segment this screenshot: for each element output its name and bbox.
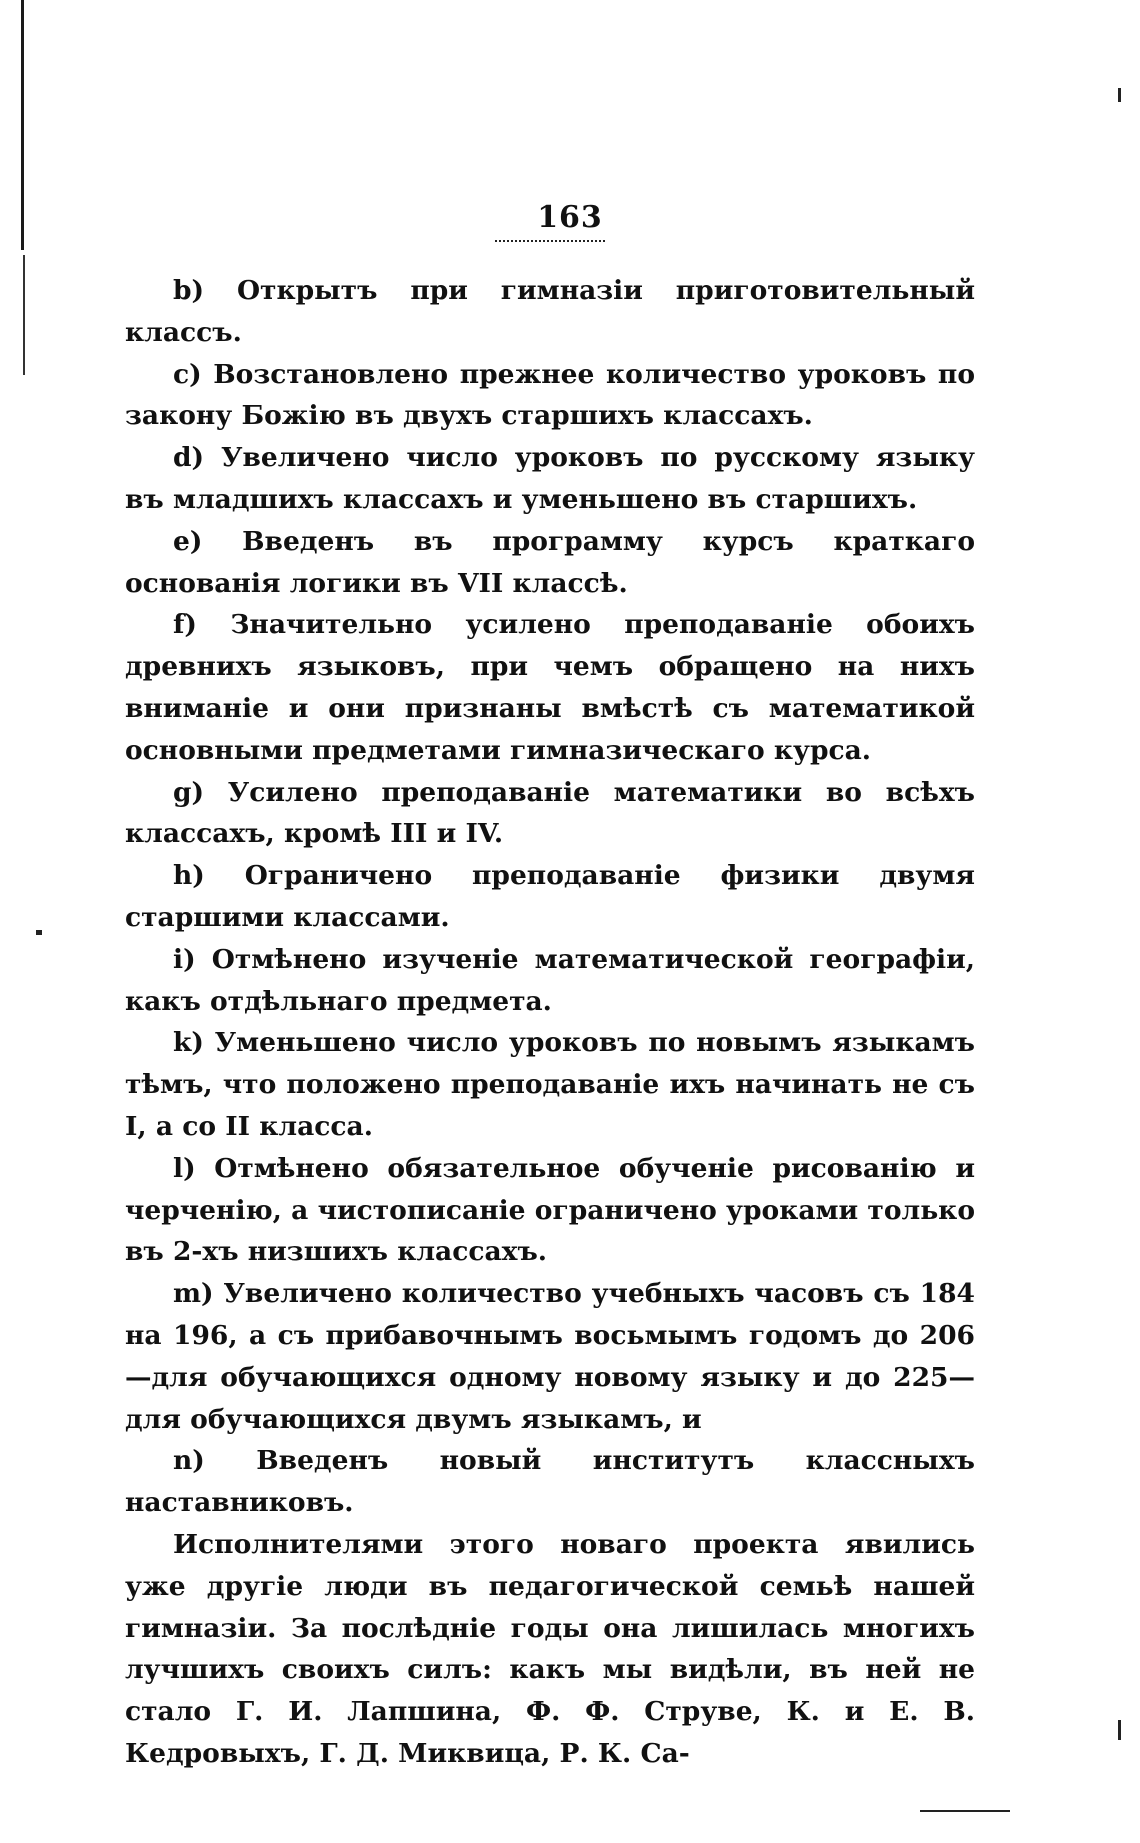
scan-edge-mark [23, 255, 25, 375]
page-number: 163 [537, 200, 603, 235]
list-item-k: k) Уменьшено число уроковъ по новымъ языкамъ тѣмъ, что положено преподаваніе ихъ начинать не съ I, а со II класса. [125, 1027, 975, 1142]
list-item-m: m) Увеличено количество учебныхъ часовъ съ 184 на 196, а съ прибавочнымъ восьмымъ годомъ до 206—для обучающихся одному новому языку и до 225—для обучающихся двумъ языкамъ, и [125, 1278, 975, 1435]
list-item-n: n) Введенъ новый институтъ классныхъ наставниковъ. [125, 1445, 975, 1519]
list-item-l: l) Отмѣнено обязательное обученіе рисованію и черченію, а чистописаніе ограничено уроками только въ 2-хъ низшихъ классахъ. [125, 1152, 975, 1268]
list-item-b: b) Открытъ при гимназіи приготовительный классъ. [125, 275, 975, 348]
list-item-g: g) Усилено преподаваніе математики во всѣхъ классахъ, кромѣ III и IV. [125, 776, 975, 850]
scan-speck [1118, 1720, 1121, 1740]
page-body [125, 270, 975, 1775]
scan-speck [1118, 88, 1121, 102]
list-item-f: f) Значительно усилено преподаваніе обоихъ древнихъ языковъ, при чемъ обращено на нихъ вниманіе и они признаны вмѣстѣ съ математикой основными предметами гимназическаго курса. [125, 609, 975, 766]
scan-speck [36, 930, 42, 935]
list-item-d: d) Увеличено число уроковъ по русскому языку въ младшихъ классахъ и уменьшено въ старшихъ. [125, 442, 975, 515]
page-number-rule [495, 240, 605, 242]
list-item-i: i) Отмѣнено изученіе математической географіи, какъ отдѣльнаго предмета. [125, 943, 975, 1017]
body-paragraph: Исполнителями этого новаго проекта явились уже другіе люди въ педагогической семьѣ нашей гимназіи. За послѣдніе годы она лишилась многихъ лучшихъ своихъ силъ: какъ мы видѣли, въ ней не стало Г. И. Лапшина, Ф. Ф. Струве, К. и Е. В. Кедровыхъ, Г. Д. Миквица, Р. К. Са- [125, 1528, 975, 1769]
scan-speck [920, 1810, 1010, 1812]
list-item-c: c) Возстановлено прежнее количество уроковъ по закону Божію въ двухъ старшихъ классахъ. [125, 358, 975, 432]
list-item-e: e) Введенъ въ программу курсъ краткаго основанія логики въ VII классѣ. [125, 525, 975, 599]
list-item-h: h) Ограничено преподаваніе физики двумя старшими классами. [125, 860, 975, 933]
